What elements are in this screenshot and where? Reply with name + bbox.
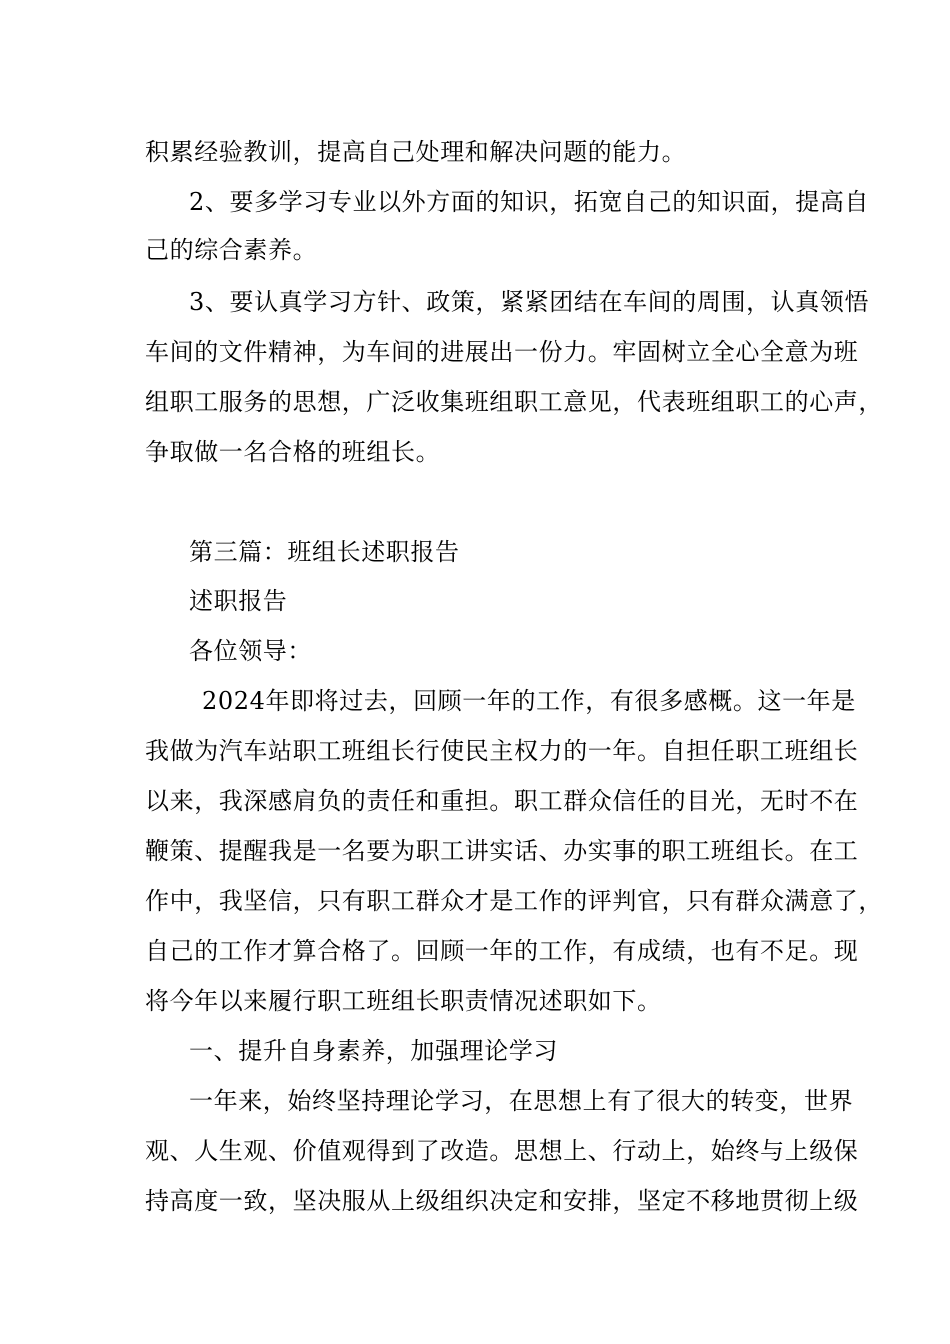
text-line: 2、要多学习专业以外方面的知识，拓宽自己的知识面，提高自	[189, 188, 870, 216]
text-line: 持高度一致，坚决服从上级组织决定和安排，坚定不移地贯彻上级	[145, 1187, 859, 1215]
text-line: 将今年以来履行职工班组长职责情况述职如下。	[145, 987, 662, 1015]
report-title: 述职报告	[189, 587, 288, 615]
text-line: 2024年即将过去，回顾一年的工作，有很多感概。这一年是	[202, 687, 856, 715]
salutation: 各位领导：	[189, 637, 312, 665]
text-line: 争取做一名合格的班组长。	[145, 438, 441, 466]
section-heading: 一、提升自身素养，加强理论学习	[189, 1037, 558, 1065]
text-line: 观、人生观、价值观得到了改造。思想上、行动上，始终与上级保	[145, 1137, 859, 1165]
text-line: 组职工服务的思想，广泛收集班组职工意见，代表班组职工的心声，	[145, 388, 883, 416]
text-line: 自己的工作才算合格了。回顾一年的工作，有成绩，也有不足。现	[145, 937, 859, 965]
text-line: 鞭策、提醒我是一名要为职工讲实话、办实事的职工班组长。在工	[145, 837, 859, 865]
text-line: 作中，我坚信，只有职工群众才是工作的评判官，只有群众满意了，	[145, 887, 883, 915]
text-line: 己的综合素养。	[145, 236, 318, 264]
text-line: 我做为汽车站职工班组长行使民主权力的一年。自担任职工班组长	[145, 737, 859, 765]
text-line: 以来，我深感肩负的责任和重担。职工群众信任的目光，无时不在	[145, 787, 859, 815]
text-line: 3、要认真学习方针、政策，紧紧团结在车间的周围，认真领悟	[189, 288, 870, 316]
section-title: 第三篇：班组长述职报告	[189, 538, 460, 566]
text-line: 一年来，始终坚持理论学习，在思想上有了很大的转变，世界	[189, 1087, 854, 1115]
text-line: 积累经验教训，提高自己处理和解决问题的能力。	[145, 138, 687, 166]
text-line: 车间的文件精神，为车间的进展出一份力。牢固树立全心全意为班	[145, 338, 859, 366]
